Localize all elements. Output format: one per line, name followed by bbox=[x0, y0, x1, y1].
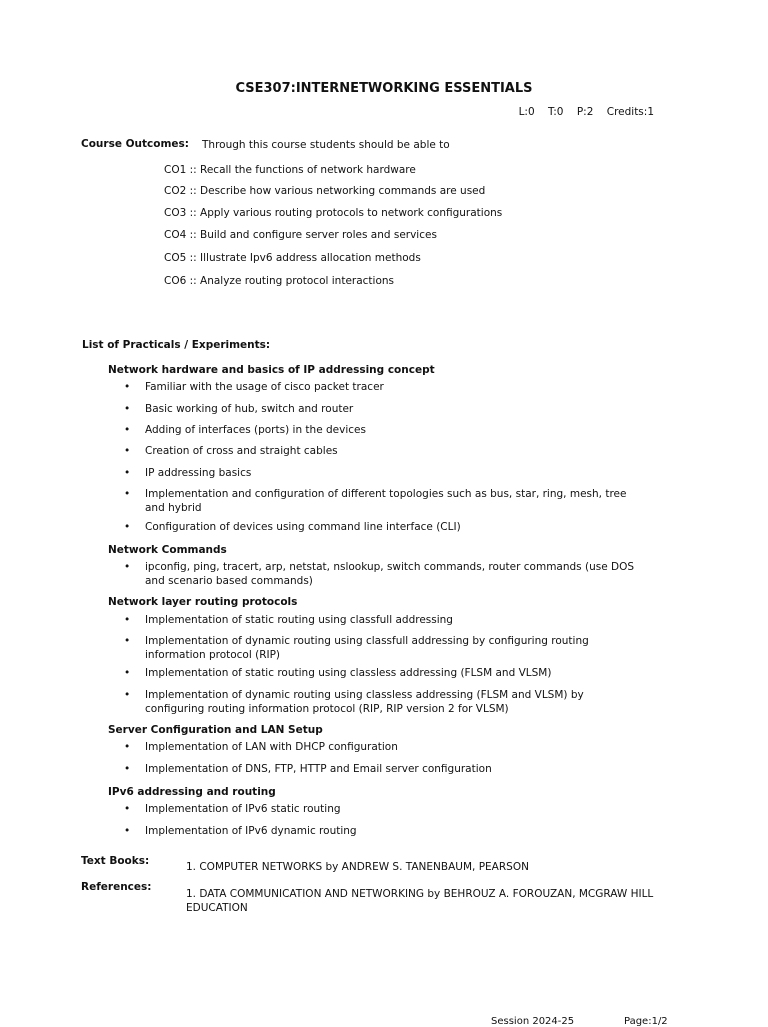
course-outcome-item: CO6 :: Analyze routing protocol interactions bbox=[164, 275, 395, 287]
bullet-icon: • bbox=[124, 667, 131, 679]
list-item: Implementation of IPv6 static routing bbox=[145, 803, 341, 815]
references-label: References: bbox=[81, 881, 152, 893]
list-item: Basic working of hub, switch and router bbox=[145, 403, 354, 415]
practical-hours: P:2 bbox=[576, 106, 594, 118]
bullet-icon: • bbox=[124, 803, 131, 815]
tutorial-hours: T:0 bbox=[548, 106, 564, 118]
page-number: Page:1/2 bbox=[624, 1016, 668, 1027]
list-item: Implementation of dynamic routing using classless addressing (FLSM and VLSM) by configuring routing information protocol (RIP, RIP version 2 for VLSM) bbox=[145, 689, 584, 715]
list-item: Implementation of LAN with DHCP configuration bbox=[145, 741, 398, 753]
course-outcome-item: CO1 :: Recall the functions of network hardware bbox=[164, 164, 416, 176]
section-title: Network hardware and basics of IP addressing concept bbox=[108, 364, 435, 376]
ltp-credits bbox=[509, 106, 654, 118]
bullet-icon: • bbox=[124, 467, 131, 479]
list-item: Implementation of IPv6 dynamic routing bbox=[145, 825, 357, 837]
list-item: Adding of interfaces (ports) in the devices bbox=[145, 424, 366, 436]
course-outcomes-label: Course Outcomes: bbox=[81, 138, 189, 150]
bullet-icon: • bbox=[124, 381, 131, 393]
bullet-icon: • bbox=[124, 445, 131, 457]
list-item: Creation of cross and straight cables bbox=[145, 445, 338, 457]
practicals-heading: List of Practicals / Experiments: bbox=[82, 339, 271, 351]
bullet-icon: • bbox=[124, 689, 131, 701]
text-book-item: 1. COMPUTER NETWORKS by ANDREW S. TANENBAUM, PEARSON bbox=[186, 861, 529, 873]
course-outcome-item: CO4 :: Build and configure server roles and services bbox=[164, 229, 437, 241]
bullet-icon: • bbox=[124, 488, 131, 500]
bullet-icon: • bbox=[124, 403, 131, 415]
bullet-icon: • bbox=[124, 521, 131, 533]
list-item: Implementation of static routing using classless addressing (FLSM and VLSM) bbox=[145, 667, 552, 679]
section-title: IPv6 addressing and routing bbox=[108, 786, 276, 798]
course-outcome-item: CO3 :: Apply various routing protocols to network configurations bbox=[164, 207, 503, 219]
bullet-icon: • bbox=[124, 825, 131, 837]
credits: Credits:1 bbox=[606, 106, 654, 118]
list-item: Implementation of static routing using classfull addressing bbox=[145, 614, 453, 626]
bullet-icon: • bbox=[124, 614, 131, 626]
text-books-label: Text Books: bbox=[81, 855, 150, 867]
course-outcome-item: CO5 :: Illustrate Ipv6 address allocation methods bbox=[164, 252, 421, 264]
bullet-icon: • bbox=[124, 635, 131, 647]
section-title: Network Commands bbox=[108, 544, 227, 556]
bullet-icon: • bbox=[124, 741, 131, 753]
course-outcomes-intro: Through this course students should be able to bbox=[202, 139, 450, 151]
bullet-icon: • bbox=[124, 561, 131, 573]
list-item: Implementation and configuration of different topologies such as bus, star, ring, mesh, tree and hybrid bbox=[145, 488, 627, 514]
reference-item: 1. DATA COMMUNICATION AND NETWORKING by BEHROUZ A. FOROUZAN, MCGRAW HILL EDUCATION bbox=[186, 888, 654, 914]
section-title: Network layer routing protocols bbox=[108, 596, 298, 608]
list-item: IP addressing basics bbox=[145, 467, 252, 479]
course-title: CSE307:INTERNETWORKING ESSENTIALS bbox=[235, 81, 533, 96]
list-item: ipconfig, ping, tracert, arp, netstat, nslookup, switch commands, router commands (use DOS and scenario based commands) bbox=[145, 561, 635, 587]
list-item: Implementation of DNS, FTP, HTTP and Email server configuration bbox=[145, 763, 492, 775]
session-label: Session 2024-25 bbox=[491, 1016, 575, 1027]
lecture-hours: L:0 bbox=[518, 106, 535, 118]
bullet-icon: • bbox=[124, 424, 131, 436]
course-outcome-item: CO2 :: Describe how various networking commands are used bbox=[164, 185, 486, 197]
section-title: Server Configuration and LAN Setup bbox=[108, 724, 323, 736]
list-item: Configuration of devices using command line interface (CLI) bbox=[145, 521, 461, 533]
bullet-icon: • bbox=[124, 763, 131, 775]
list-item: Familiar with the usage of cisco packet tracer bbox=[145, 381, 384, 393]
list-item: Implementation of dynamic routing using classfull addressing by configuring routing information protocol (RIP) bbox=[145, 635, 589, 661]
